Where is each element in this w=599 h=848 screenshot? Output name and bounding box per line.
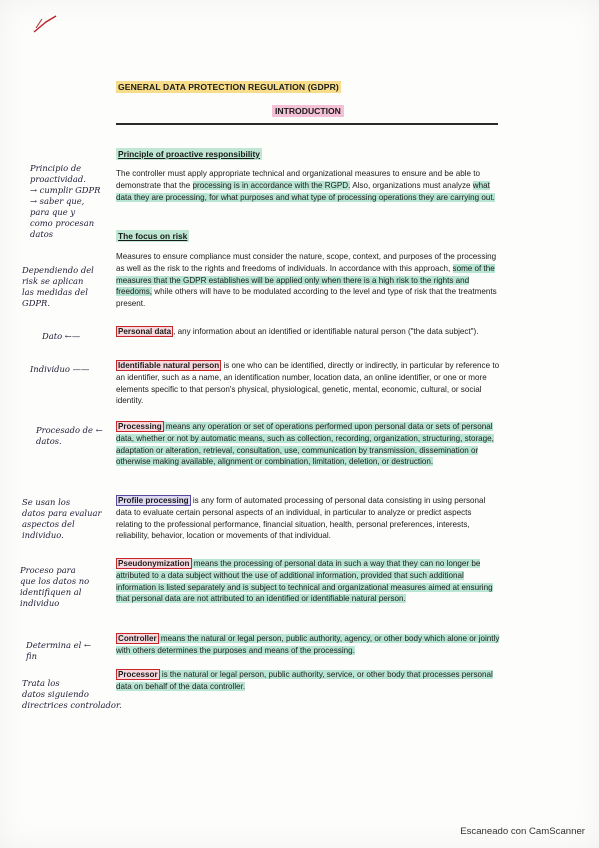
- definition-processing: Processing means any operation or set of operations performed upon personal data or sets of personal data, whether or not by automatic means, such as collection, recording, organization, structuring, storage, adaptation or alteration, retrieval, consultation, use, communication by transmission, dissemination or otherwise making available, alignment or combination, limitation, deletion, or destruction.: [116, 422, 494, 467]
- definition-pseudonymization: Pseudonymization means the processing of personal data in such a way that they can no longer be attributed to a data subject without the use of additional information, provided that such additional information is listed separately and is subject to technical and organizational measures aimed at ensuring that personal data are not attributed to an identified or identifiable natural person.: [116, 559, 493, 604]
- section-heading-proactive: Principle of proactive responsibility: [118, 149, 260, 159]
- margin-note-personal-data: Dato ←—: [42, 331, 81, 341]
- margin-note-processor: Trata los datos siguiendo directrices controlador.: [22, 678, 122, 710]
- document-subtitle: INTRODUCTION: [272, 106, 344, 116]
- scanner-footer: Escaneado con CamScanner: [460, 826, 585, 837]
- pen-mark-icon: [32, 10, 64, 36]
- margin-note-profile: Se usan los datos para evaluar aspectos del individuo.: [22, 497, 102, 540]
- definition-processor: Processor is the natural or legal person, public authority, service, or other body that processes personal data on behalf of the data controller.: [116, 670, 493, 691]
- arrow-icon: ←: [95, 425, 103, 435]
- definition-profile-processing: Profile processing is any form of automated processing of personal data consisting in using personal data to evaluate certain personal aspects of an individual, in particular to analyze or predict aspects relating to the professional performance, financial situation, health, personal preferences, interests, reliability, behavior, location or movements of that individual.: [116, 496, 486, 541]
- section-paragraph-risk: Measures to ensure compliance must consider the nature, scope, context, and purposes of the processing as well as the risk to the rights and freedoms of individuals. In accordance with this approach, some of the measures that the GDPR establishes will be applied only when there is a high risk to the rights and freedoms, while others will have to be modulated according to the level and type of risk that the treatments present.: [116, 252, 497, 309]
- section-paragraph-proactive: The controller must apply appropriate technical and organizational measures to ensure and be able to demonstrate that the processing is in accordance with the RGPD. Also, organizations must analyze what data they are processing, for what purposes and what type of processing operations they are carrying out.: [116, 169, 495, 202]
- document-title: GENERAL DATA PROTECTION REGULATION (GDPR): [118, 82, 339, 92]
- arrow-icon: ←—: [64, 331, 81, 341]
- margin-note-controller: Determina el ← fin: [26, 640, 92, 661]
- arrow-icon: ←: [83, 640, 92, 650]
- definition-controller: Controller means the natural or legal person, public authority, agency, or other body which alone or jointly with others determines the purposes and means of the processing.: [116, 634, 500, 655]
- margin-note-identifiable: Individuo ——: [30, 364, 90, 374]
- definition-personal-data: Personal data , any information about an identified or identifiable natural person ("the data subject").: [118, 327, 479, 336]
- margin-note-pseudonymization: Proceso para que los datos no identifiquen al individuo: [20, 565, 90, 608]
- section-heading-risk: The focus on risk: [118, 231, 188, 241]
- arrow-icon: ——: [72, 364, 90, 374]
- margin-note-processing: Procesado de ← datos.: [36, 425, 103, 446]
- definition-identifiable-person: Identifiable natural person is one who can be identified, directly or indirectly, in particular by reference to an identifier, such as a name, an identification number, location data, an online identifier, or one or more elements specific to that person's physical, physiological, genetic, mental, economic, cultural, or social identity.: [116, 361, 500, 406]
- margin-note-risk: Dependiendo del risk se aplican las medidas del GDPR.: [22, 265, 94, 308]
- margin-note-proactive: Principio de proactividad. → cumplir GDPR → saber que, para que y como procesan datos: [30, 163, 101, 239]
- title-divider: [116, 123, 498, 125]
